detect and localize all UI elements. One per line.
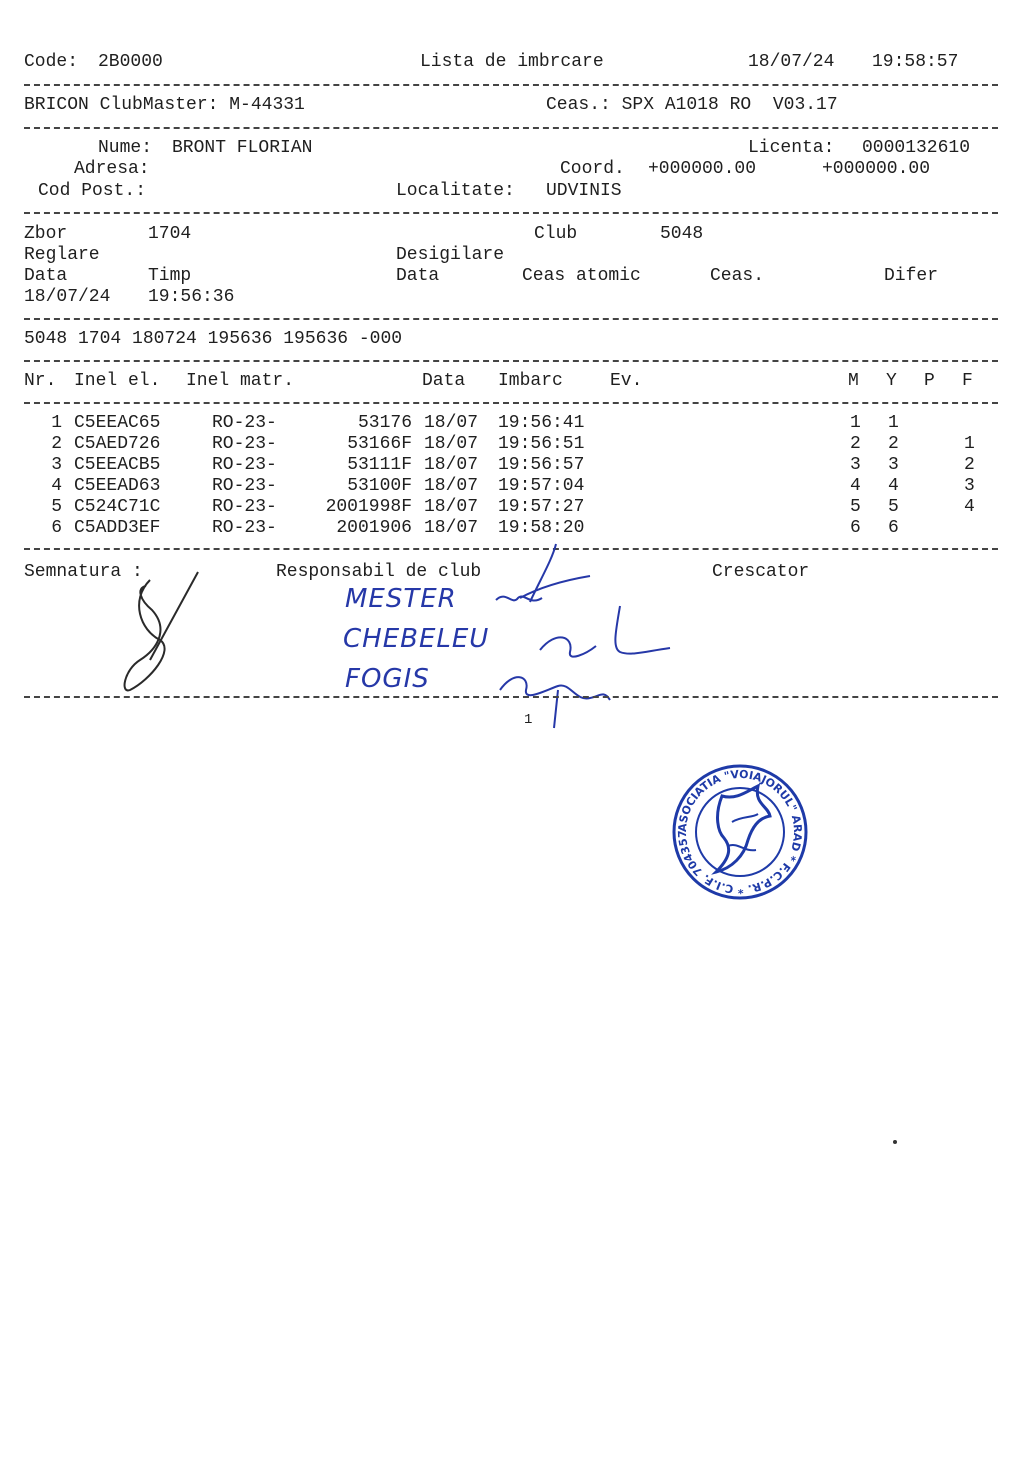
row-f: 2: [964, 455, 975, 475]
row-date: 18/07: [424, 518, 479, 538]
divider: [24, 127, 998, 129]
col-inel-matr: Inel matr.: [186, 371, 295, 391]
row-m: 3: [850, 455, 861, 475]
row-y: 1: [888, 413, 899, 433]
row-inel-el: C5EEAD63: [74, 476, 161, 496]
row-prefix: RO-23-: [212, 413, 277, 433]
divider: [24, 318, 998, 320]
row-matr: 53111F: [347, 455, 412, 475]
name-label: Nume:: [98, 138, 153, 158]
code-value: 2B0000: [98, 52, 163, 72]
row-m: 4: [850, 476, 861, 496]
locality: UDVINIS: [546, 181, 622, 201]
coord-x: +000000.00: [648, 159, 757, 179]
row-date: 18/07: [424, 476, 479, 496]
row-date: 18/07: [424, 497, 479, 517]
row-date: 18/07: [424, 455, 479, 475]
page-number: 1: [524, 712, 533, 728]
signature-marks: [470, 540, 680, 730]
club-stamp: [668, 746, 808, 908]
row-inel-el: C5ADD3EF: [74, 518, 161, 538]
row-time: 19:58:20: [498, 518, 585, 538]
handwritten-name-2: CHEBELEU: [343, 624, 490, 654]
col-nr: Nr.: [24, 371, 57, 391]
row-prefix: RO-23-: [212, 497, 277, 517]
semnatura-label: Semnatura :: [24, 562, 143, 582]
row-prefix: RO-23-: [212, 434, 277, 454]
divider: [24, 212, 998, 214]
row-nr: 2: [51, 434, 62, 454]
coord-label: Coord.: [560, 159, 625, 179]
clock-id: Ceas.: SPX A1018 RO V03.17: [546, 95, 838, 115]
row-time: 19:56:51: [498, 434, 585, 454]
code-label: Code:: [24, 52, 79, 72]
row-matr: 53166F: [347, 434, 412, 454]
divider: [24, 84, 998, 86]
row-y: 6: [888, 518, 899, 538]
zbor-label: Zbor: [24, 224, 68, 244]
postcode-label: Cod Post.:: [38, 181, 147, 201]
signature-left: [110, 570, 220, 700]
row-m: 6: [850, 518, 861, 538]
timp-label: Timp: [148, 266, 192, 286]
handwritten-name-1: MESTER: [345, 584, 457, 614]
responsabil-label: Responsabil de club: [276, 562, 482, 582]
data2-label: Data: [396, 266, 440, 286]
reglare-label: Reglare: [24, 245, 100, 265]
row-f: 1: [964, 434, 975, 454]
summary-line: 5048 1704 180724 195636 195636 -000: [24, 329, 403, 349]
row-m: 2: [850, 434, 861, 454]
row-prefix: RO-23-: [212, 476, 277, 496]
row-nr: 5: [51, 497, 62, 517]
address-label: Adresa:: [74, 159, 150, 179]
difference-label: Difer: [884, 266, 939, 286]
col-inel-el: Inel el.: [74, 371, 161, 391]
row-date: 18/07: [424, 413, 479, 433]
row-m: 5: [850, 497, 861, 517]
col-p: P: [924, 371, 935, 391]
row-matr: 2001906: [336, 518, 412, 538]
row-time: 19:56:57: [498, 455, 585, 475]
row-y: 2: [888, 434, 899, 454]
row-matr: 2001998F: [325, 497, 412, 517]
handwritten-name-3: FOGIS: [345, 664, 430, 694]
row-nr: 4: [51, 476, 62, 496]
col-data: Data: [422, 371, 466, 391]
row-y: 4: [888, 476, 899, 496]
reglare-time: 19:56:36: [148, 287, 235, 307]
col-ev: Ev.: [610, 371, 643, 391]
row-matr: 53100F: [347, 476, 412, 496]
coord-y: +000000.00: [822, 159, 931, 179]
row-nr: 3: [51, 455, 62, 475]
col-f: F: [962, 371, 973, 391]
row-time: 19:56:41: [498, 413, 585, 433]
row-time: 19:57:27: [498, 497, 585, 517]
club-number: 5048: [660, 224, 704, 244]
license-number: 0000132610: [862, 138, 971, 158]
data-label: Data: [24, 266, 68, 286]
row-date: 18/07: [424, 434, 479, 454]
clubmaster-id: BRICON ClubMaster: M-44331: [24, 95, 305, 115]
row-m: 1: [850, 413, 861, 433]
club-label: Club: [534, 224, 578, 244]
row-inel-el: C5EEACB5: [74, 455, 161, 475]
desigilare-label: Desigilare: [396, 245, 505, 265]
print-time: 19:58:57: [872, 52, 959, 72]
crescator-label: Crescator: [712, 562, 810, 582]
locality-label: Localitate:: [396, 181, 515, 201]
row-matr: 53176: [357, 413, 412, 433]
row-inel-el: C5AED726: [74, 434, 161, 454]
clock-label: Ceas.: [710, 266, 765, 286]
divider: [24, 402, 998, 404]
row-prefix: RO-23-: [212, 455, 277, 475]
reglare-date: 18/07/24: [24, 287, 111, 307]
svg-text:ASOCIATIA "VOIAJORUL" ARAD * F: ASOCIATIA "VOIAJORUL" ARAD * F.C.P.R. * C.I.F. 7043572: [668, 746, 805, 897]
row-nr: 1: [51, 413, 62, 433]
license-label: Licenta:: [748, 138, 835, 158]
row-time: 19:57:04: [498, 476, 585, 496]
row-f: 4: [964, 497, 975, 517]
row-y: 3: [888, 455, 899, 475]
print-date: 18/07/24: [748, 52, 835, 72]
divider: [24, 696, 998, 698]
row-nr: 6: [51, 518, 62, 538]
document-title: Lista de imbrcare: [420, 52, 604, 72]
divider: [24, 360, 998, 362]
row-inel-el: C5EEAC65: [74, 413, 161, 433]
row-y: 5: [888, 497, 899, 517]
row-prefix: RO-23-: [212, 518, 277, 538]
atomic-clock-label: Ceas atomic: [522, 266, 641, 286]
zbor-number: 1704: [148, 224, 192, 244]
col-y: Y: [886, 371, 897, 391]
col-imbarc: Imbarc: [498, 371, 563, 391]
col-m: M: [848, 371, 859, 391]
row-inel-el: C524C71C: [74, 497, 161, 517]
row-f: 3: [964, 476, 975, 496]
stray-dot: [893, 1140, 897, 1144]
owner-name: BRONT FLORIAN: [172, 138, 313, 158]
